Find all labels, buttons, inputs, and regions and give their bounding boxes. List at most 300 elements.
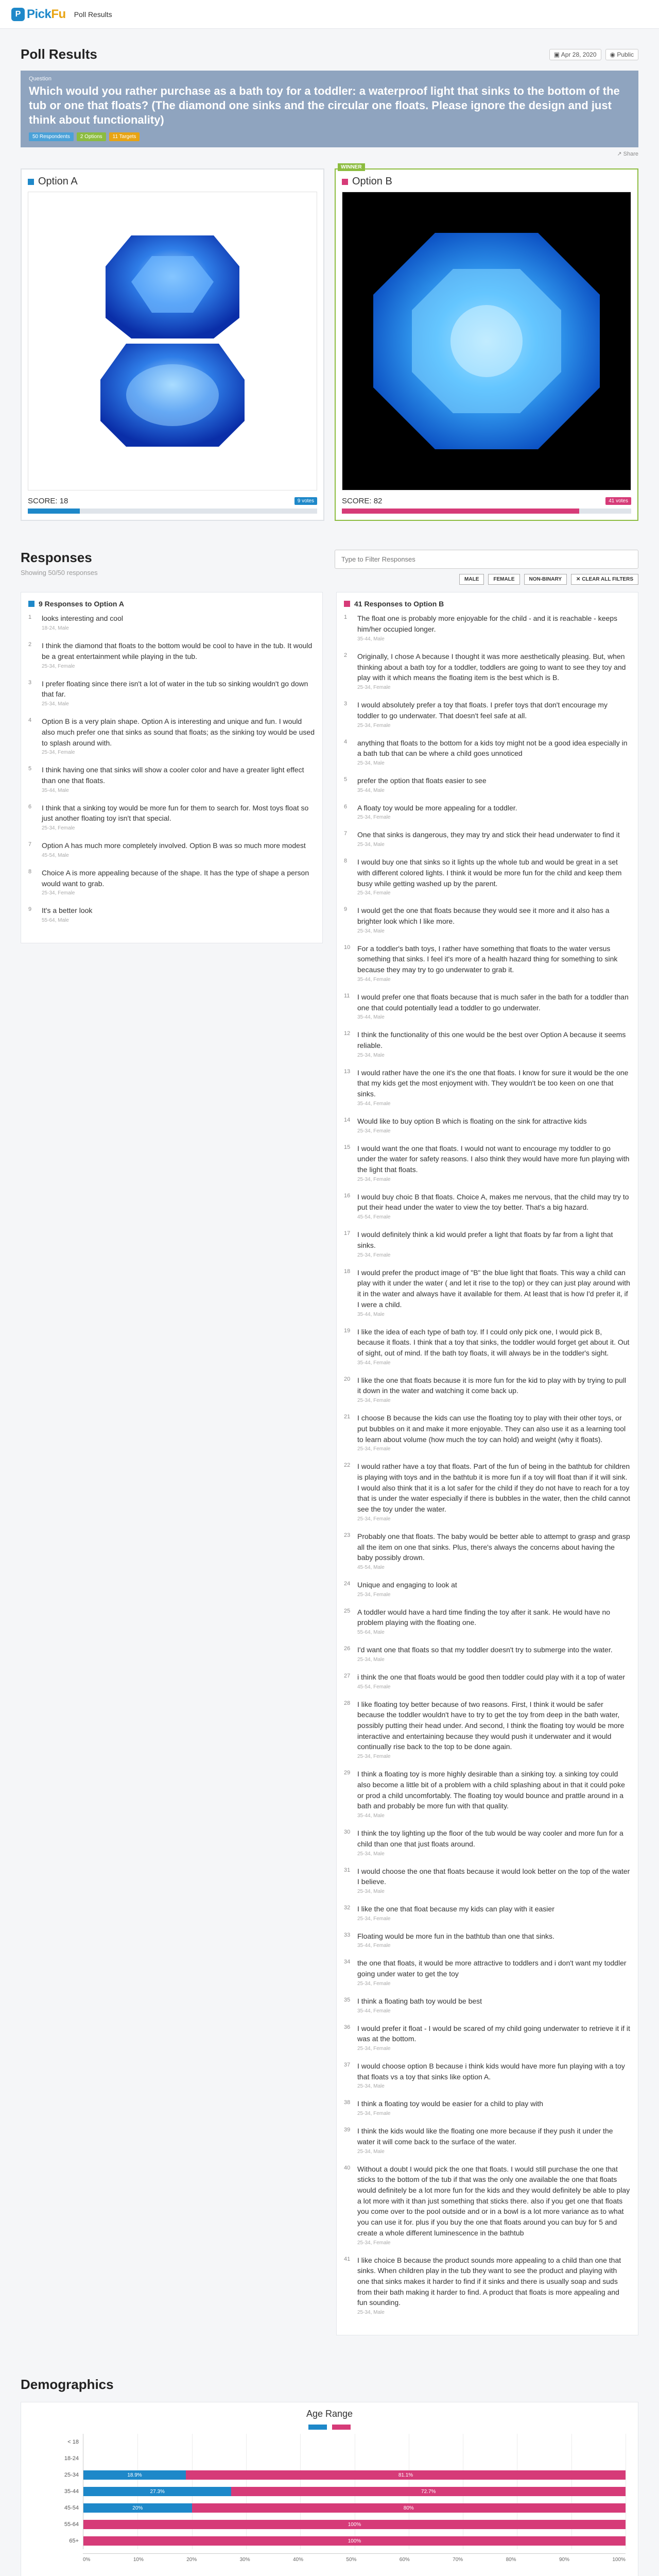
age-legend [33,2425,626,2430]
response-number: 4 [344,738,348,745]
response-number: 24 [344,1581,351,1587]
response-number: 4 [28,717,32,724]
bar-track [83,2483,626,2500]
response-meta: 25-34, Male [357,2148,385,2155]
response-text: Without a doubt I would pick the one that floats. I would still purchase the one that sticks to the bottom of the tub if that was the only one available the one that floats would definitely be a lot more fun for the kids and they would definitely be able to play a lot more with it than just something that sticks there. also if you get one that floats you come over to the pool outside and or in a bowl is a lot more variance as to what you can use it for. plus if you buy the one that floats around you can buy for 5 and create a whole different luminescence in the bathtub [357,2164,630,2237]
response-number: 25 [344,1607,351,1614]
response-text: I like the idea of each type of bath toy. If I could only pick one, I would pick B, because it floats. I think that a toy that sinks, the toddler would forget get about it. Out of sight, out of mind. If the bath toy floats, it will always be in the toddler's sight. [357,1327,630,1357]
response-number: 23 [344,1532,351,1538]
response-meta: 25-34, Female [357,1516,391,1522]
response-item [344,992,631,1020]
response-meta: 25-34, Female [42,663,75,669]
response-meta: 35-44, Female [357,1943,391,1949]
response-item [344,1607,631,1635]
response-item [344,1192,631,1220]
close-icon: ✕ [576,577,582,583]
response-text: I think the toy lighting up the floor of the tub would be way cooler and more fun for a child than one that just floats around. [357,1829,623,1848]
axis-tick-label: 0% [83,2557,91,2563]
response-meta: 25-34, Female [357,1980,391,1987]
response-text: Unique and engaging to look at [357,1581,457,1589]
response-text: I like floating toy better because of two reasons. First, I think it would be safer because the toddler wouldn't have to try to get the toy from deep in the bath water, possibly putting their head under. And second, I think the floating toy would be more interactive and entertaining because they would push it underwater and it would continually rise back to the top to be done again. [357,1700,625,1751]
octagon-light-icon [358,212,615,470]
axis-tick-label: 100% [612,2557,626,2563]
option-b-image[interactable] [342,192,631,490]
response-item [344,1375,631,1403]
response-meta: 25-34, Female [357,1754,391,1760]
response-meta: 25-34, Female [357,2045,391,2052]
category-label: 65+ [69,2538,79,2545]
grid-line [571,2450,572,2467]
option-a-score-row: SCORE: 18 9 votes [28,497,317,505]
response-number: 13 [344,1068,351,1075]
response-text: The float one is probably more enjoyable for the child - and it is reachable - keeps him/her occupied longer. [357,614,618,634]
response-text: Floating would be more fun in the bathtub than one that sinks. [357,1931,554,1940]
response-number: 7 [28,841,32,848]
response-item [344,613,631,641]
response-number: 1 [28,614,32,621]
option-b-responses [336,592,638,2335]
response-text: I would choose the one that floats because it would look better on the top of the water I believe. [357,1867,630,1886]
chart-row [33,2450,626,2467]
response-text: the one that floats, it would be more attractive to toddlers and i don't want my toddler going under water to get the toy [357,1959,627,1978]
stacked-bar[interactable] [83,2470,626,2480]
response-number: 5 [344,776,348,783]
response-text: A toddler would have a hard time finding the toy after it sank. He would have no problem playing with the floating one. [357,1607,611,1627]
response-item [344,2164,631,2246]
response-meta: 55-64, Male [357,1630,385,1636]
response-meta: 25-34, Male [357,842,385,848]
response-number: 34 [344,1959,351,1965]
winner-badge: WINNER [338,163,365,171]
response-text: I choose B because the kids can use the floating toy to play with their other toys, or put bubbles on it and make it more enjoyable. They can also use it as a learning tool to learn about volume (how much the toy can hold) and weight (why it floats). [357,1414,626,1444]
question-text: Which would you rather purchase as a bath toy for a toddler: a waterproof light that sinks to the bottom of the tub or one that floats? (The diamond one sinks and the circular one floats. Please ignore the design and just think about functionality) [29,84,620,127]
response-meta: 45-54, Male [42,852,69,858]
response-number: 12 [344,1030,351,1037]
response-meta: 25-34, Female [357,1446,391,1452]
response-text: I would prefer one that floats because that is much safer in the bath for a toddler than one that could potentially lead a toddler to go underwater. [357,992,629,1012]
grid-line [137,2450,138,2467]
page-title: Poll Results [21,46,97,62]
response-item [344,1828,631,1856]
axis-tick-label: 80% [506,2557,516,2563]
response-item [344,803,631,821]
option-a-swatch [28,179,34,185]
grid-line [300,2450,301,2467]
response-meta: 25-34, Female [357,722,391,728]
response-item [344,651,631,690]
chart-row [33,2467,626,2483]
response-number: 39 [344,2127,351,2133]
response-text: i think the one that floats would be good then toddler could play with it a top of water [357,1672,625,1681]
response-number: 6 [344,803,348,810]
logo-text: PickFu [27,7,66,21]
chart-row [33,2533,626,2549]
option-b-votes-badge: 41 votes [605,497,631,505]
option-a-votes-badge: 9 votes [294,497,317,505]
response-meta: 35-44, Male [42,787,69,793]
response-meta: 35-44, Male [357,1014,385,1021]
response-text: I would absolutely prefer a toy that floats. I prefer toys that don't encourage my toddler to go underwater. That doesn't feel safe at all. [357,701,608,720]
age-chart-title: Age Range [306,2409,353,2419]
response-item [344,1580,631,1598]
header-meta [549,49,638,60]
response-number: 7 [344,831,348,837]
response-meta: 25-34, Female [357,1591,391,1598]
clear-filters-button[interactable]: ✕ CLEAR ALL FILTERS [571,574,638,585]
response-number: 32 [344,1904,351,1911]
response-item [344,1413,631,1452]
response-text: I think the diamond that floats to the bottom would be cool to have in the tub. It would be a great entertainment while playing in the tub. [42,641,313,660]
response-number: 8 [28,868,32,875]
response-item [344,1267,631,1317]
option-b-responses-title: 41 Responses to Option B [344,600,631,608]
globe-icon: ◉ [610,50,617,58]
response-number: 11 [344,992,350,999]
grid-line [246,2450,247,2467]
option-a-response-list [28,613,315,923]
tag-targets: 11 Targets [109,132,140,141]
response-text: I would buy choic B that floats. Choice A, makes me nervous, that the child may try to put their head under the water to view the toy better. That's a big hazard. [357,1192,629,1212]
response-item [344,1327,631,1366]
share-link[interactable]: ↗ Share [617,151,638,158]
legend-option-b-swatch [332,2425,351,2430]
response-meta: 45-54, Male [357,1565,385,1570]
chart-row [33,2483,626,2500]
stacked-bar[interactable] [83,2503,626,2513]
demographics-title: Demographics [21,2377,114,2393]
response-item [344,1931,631,1949]
response-text: For a toddler's bath toys, I rather have something that floats to the water versus something that sinks. I feel it's more of a health hazard thing for something to sink because they may try to go underwater to grab it. [357,944,618,974]
response-meta: 25-34, Female [42,890,75,896]
response-meta: 25-34, Female [357,1252,391,1258]
response-text: A floaty toy would be more appealing for a toddler. [357,803,517,812]
response-item [344,1904,631,1922]
response-meta: 25-34, Female [42,825,75,832]
response-number: 2 [344,652,348,658]
response-item [344,857,631,896]
response-item [344,775,631,793]
age-range-chart [21,2402,638,2576]
response-item [344,738,631,766]
response-meta: 25-34, Female [42,750,75,756]
response-number: 2 [28,641,32,648]
visibility-chip[interactable]: ◉ Public [605,49,639,60]
category-label: 55-64 [64,2521,79,2528]
response-item [28,765,315,793]
response-number: 22 [344,1462,351,1469]
response-meta: 35-44, Female [357,1360,391,1366]
response-meta: 25-34, Male [42,701,69,707]
response-text: I like the one that float because my kids can play with it easier [357,1904,554,1913]
bar-track [83,2516,626,2533]
response-text: It's a better look [42,906,93,915]
response-meta: 25-34, Male [357,928,385,934]
response-item [344,943,631,982]
response-item [344,2061,631,2089]
bar-segment-option-b[interactable]: 100% [83,2520,626,2529]
bar-track [83,2434,626,2450]
filter-male-button[interactable]: MALE [459,574,484,585]
stacked-bar[interactable] [83,2520,626,2529]
axis-tick-label: 90% [559,2557,569,2563]
response-item [28,868,315,896]
response-item [344,1067,631,1107]
response-text: I think a floating bath toy would be best [357,1996,482,2005]
response-meta: 35-44, Male [357,787,385,793]
category-label: 25-34 [64,2472,79,2479]
response-text: I think having one that sinks will show a cooler color and have a greater light effect than one that floats. [42,766,304,785]
bar-segment-option-a[interactable]: 27.3% [83,2487,231,2496]
response-item [344,2023,631,2052]
response-number: 16 [344,1192,351,1199]
chart-row [33,2434,626,2450]
page [21,29,638,2576]
axis-tick-label: 30% [239,2557,250,2563]
legend-option-a-swatch [308,2425,327,2430]
grid-line [571,2434,572,2450]
response-number: 21 [344,1414,351,1420]
response-meta: 25-34, Female [357,2111,391,2117]
response-meta: 45-54, Female [357,1684,391,1690]
response-text: I would prefer the product image of "B" the blue light that floats. This way a child can play with it under the water ( and let it rise to the top) or they can just play around with it in the water and always have it available for them. At least that is how I'd prefer it, if I were a child. [357,1268,630,1309]
category-label: < 18 [67,2439,79,2446]
response-item [344,1958,631,1986]
response-text: I would rather have the one it's the one that floats. I know for sure it would be the one that my kids get the most enjoyment with. They wouldn't be too keen on one that sinks. [357,1068,629,1098]
responses-count: Showing 50/50 responses [21,569,98,577]
response-text: anything that floats to the bottom for a kids toy might not be a good idea especially in a bath tub that can be where a child goes unnoticed [357,738,628,758]
stacked-bar[interactable] [83,2487,626,2496]
option-b-card[interactable] [335,164,638,521]
bar-segment-option-a[interactable]: 20% [83,2503,192,2513]
filter-female-button[interactable]: FEMALE [488,574,519,585]
axis-tick-label: 70% [453,2557,463,2563]
question-box [21,71,638,147]
option-a-col-swatch [28,601,34,607]
response-text: looks interesting and cool [42,614,123,623]
response-meta: 25-34, Male [357,1851,385,1857]
grid-line [246,2434,247,2450]
response-number: 36 [344,2024,351,2030]
nav-title: Poll Results [74,10,112,19]
response-meta: 25-34, Female [357,1128,391,1134]
response-item [344,2126,631,2154]
option-a-responses-title: 9 Responses to Option A [28,600,315,608]
response-meta: 25-34, Female [357,1176,391,1182]
response-item [344,1229,631,1258]
response-meta: 55-64, Male [42,917,69,923]
response-text: I like choice B because the product sounds more appealing to a child than one that sinks. When children play in the tub they want to see the product and playing with one that sinks makes it harder to find if it sinks and there is usually soap and suds from their bath making it harder to find. A product that floats is more appealing and fun sounding. [357,2256,621,2307]
response-text: I think the kids would like the floating one more because if they push it under the water it will come back to the surface of the water. [357,2127,613,2146]
response-text: Option A has much more completely involved. Option B was so much more modest [42,841,306,850]
response-item [344,1116,631,1134]
response-number: 5 [28,766,32,772]
response-number: 37 [344,2061,351,2068]
response-meta: 25-34, Male [357,1052,385,1058]
response-item [344,1996,631,2014]
response-item [28,840,315,858]
response-text: I'd want one that floats so that my toddler doesn't try to submerge into the water. [357,1646,613,1654]
axis-tick-label: 10% [133,2557,144,2563]
response-meta: 25-34, Female [357,2240,391,2246]
response-text: I think that a sinking toy would be more fun for them to search for. Most toys float so just another floating toy isn't that special. [42,803,309,823]
calendar-icon: ▣ [553,50,561,58]
age-bars [33,2434,626,2549]
response-text: I think the functionality of this one would be the best over Option A because it seems reliable. [357,1030,626,1049]
option-b-col-swatch [344,601,350,607]
responses-columns [21,592,638,2335]
response-number: 20 [344,1376,351,1382]
demographics-section [21,2377,638,2576]
response-meta: 35-44, Female [357,976,391,982]
top-bar [0,0,659,29]
response-text: I think a floating toy would be easier for a child to play with [357,2099,544,2108]
axis-tick-label: 50% [346,2557,357,2563]
option-a-card[interactable] [21,168,324,521]
option-a-responses [21,592,323,943]
response-item [344,1461,631,1522]
share-icon: ↗ [617,151,623,158]
response-number: 27 [344,1672,351,1679]
response-number: 6 [28,803,32,810]
response-item [344,1029,631,1058]
response-item [28,613,315,631]
response-text: prefer the option that floats easier to see [357,776,487,785]
response-item [28,716,315,755]
response-number: 38 [344,2099,351,2106]
grid-line [300,2434,301,2450]
bar-segment-option-b[interactable]: 100% [83,2536,626,2546]
response-item [344,1645,631,1663]
filter-input[interactable] [335,550,638,569]
option-b-swatch [342,179,348,185]
response-number: 10 [344,944,351,951]
response-meta: 25-34, Male [357,1888,385,1894]
question-label: Question [29,76,52,82]
response-meta: 35-44, Female [357,2008,391,2014]
axis-tick-label: 40% [293,2557,304,2563]
bar-segment-option-b[interactable]: 81.1% [186,2470,626,2480]
response-meta: 25-34, Female [357,890,391,896]
response-item [344,1672,631,1690]
tag-respondents: 50 Respondents [29,132,74,141]
response-item [344,1866,631,1894]
response-meta: 25-34, Male [357,2310,385,2316]
option-b-score-bar [342,509,631,514]
response-text: Originally, I chose A because I thought it was more aesthetically pleasing. But, when thinking about a bath toy for a toddler, toddlers are going to want to see they toy and play with it which means the floating item is the best which is B. [357,652,626,682]
question-tags [29,132,630,141]
response-meta: 18-24, Male [42,625,69,632]
response-number: 30 [344,1829,351,1836]
bar-track [83,2533,626,2549]
response-item [344,1769,631,1819]
response-text: Would like to buy option B which is floating on the sink for attractive kids [357,1116,587,1125]
pickfu-logo[interactable] [11,7,66,22]
bar-track [83,2500,626,2516]
response-number: 28 [344,1700,351,1706]
category-label: 35-44 [64,2488,79,2495]
response-number: 3 [344,701,348,707]
response-item [344,1531,631,1570]
filter-buttons [335,574,638,585]
response-text: I would want the one that floats. I would not want to encourage my toddler to go under the water for safety reasons. I also think they would have more fun playing with the light that floats. [357,1144,630,1174]
response-text: Probably one that floats. The baby would be better able to attempt to grasp and grasp all the item on one that sinks. Plus, there's always the concerns about having the baby possibly drown. [357,1532,630,1562]
response-item [344,1699,631,1760]
filter-nonbinary-button[interactable]: NON-BINARY [524,574,567,585]
date-chip: ▣ Apr 28, 2020 [549,49,601,60]
response-number: 14 [344,1116,351,1123]
chart-row [33,2500,626,2516]
response-text: I like the one that floats because it is more fun for the kid to play with by trying to pull it down in the water and watching it come back up. [357,1376,627,1395]
response-number: 17 [344,1230,351,1237]
grid-line [192,2434,193,2450]
response-meta: 35-44, Male [357,1311,385,1317]
response-number: 9 [344,906,348,913]
response-meta: 35-44, Male [357,636,385,642]
response-text: I would rather have a toy that floats. Part of the fun of being in the bathtub for children is playing with toys and in the bathtub it is more fun if a toy will float than if it will sink. I would also think that it is a lot safer for the child if they do not have to reach for a toy that is under the water especially if there is bubbles in the water, then the child cannot see the toy under the water. [357,1462,630,1514]
option-b-response-list [344,613,631,2315]
response-meta: 25-34, Male [357,1656,385,1663]
response-text: I would prefer it float - I would be scared of my child going underwater to retrieve it if it was at the bottom. [357,2024,630,2043]
response-number: 19 [344,1327,351,1334]
bar-segment-option-b[interactable]: 72.7% [231,2487,626,2496]
responses-header [21,550,638,585]
logo-mark-icon: P [11,8,25,21]
response-number: 15 [344,1144,351,1150]
category-label: 45-54 [64,2505,79,2512]
responses-title: Responses [21,550,92,566]
grid-line [192,2450,193,2467]
response-item [344,1143,631,1182]
options-section [21,164,638,521]
category-label: 18-24 [64,2455,79,2462]
response-text: Option B is a very plain shape. Option A is interesting and unique and fun. I would also much prefer one that sinks as sound that floats; as the sinking toy would be used to splash around with. [42,717,315,747]
response-number: 1 [344,614,348,621]
response-item [28,905,315,923]
response-number: 29 [344,1770,351,1776]
axis-tick-label: 60% [399,2557,410,2563]
option-a-image[interactable] [28,192,317,490]
response-item [344,2098,631,2116]
stacked-bar[interactable] [83,2536,626,2546]
response-meta: 45-54, Female [357,1214,391,1221]
response-item [28,640,315,669]
response-text: One that sinks is dangerous, they may try and stick their head underwater to find it [357,831,620,839]
chart-row [33,2516,626,2533]
response-meta: 25-34, Female [357,1398,391,1404]
response-item [28,679,315,707]
response-number: 33 [344,1931,351,1938]
response-number: 3 [28,679,32,686]
response-meta: 25-34, Female [357,815,391,821]
response-item [344,829,631,848]
response-text: I would definitely think a kid would prefer a light that floats by far from a light that sinks. [357,1230,613,1249]
response-text: I would get the one that floats because they would see it more and it also has a brighter look which I like more. [357,906,610,925]
option-a-title: Option A [28,176,317,188]
bar-segment-option-b[interactable]: 80% [192,2503,626,2513]
page-header [21,29,638,69]
bar-segment-option-a[interactable]: 18.9% [83,2470,186,2480]
bar-track [83,2450,626,2467]
axis-tick-label: 20% [186,2557,197,2563]
response-text: I would buy one that sinks so it lights up the whole tub and would be great in a set with different colored lights. I think it would be more fun for the child and keep them busy while getting washed up by the parent. [357,858,622,888]
response-item [28,803,315,831]
response-number: 8 [344,858,348,865]
response-text: Choice A is more appealing because of the shape. It has the type of shape a person would want to grab. [42,868,309,888]
response-meta: 25-34, Female [357,1916,391,1922]
response-meta: 35-44, Male [357,1813,385,1819]
response-number: 18 [344,1268,351,1275]
response-number: 9 [28,906,32,913]
